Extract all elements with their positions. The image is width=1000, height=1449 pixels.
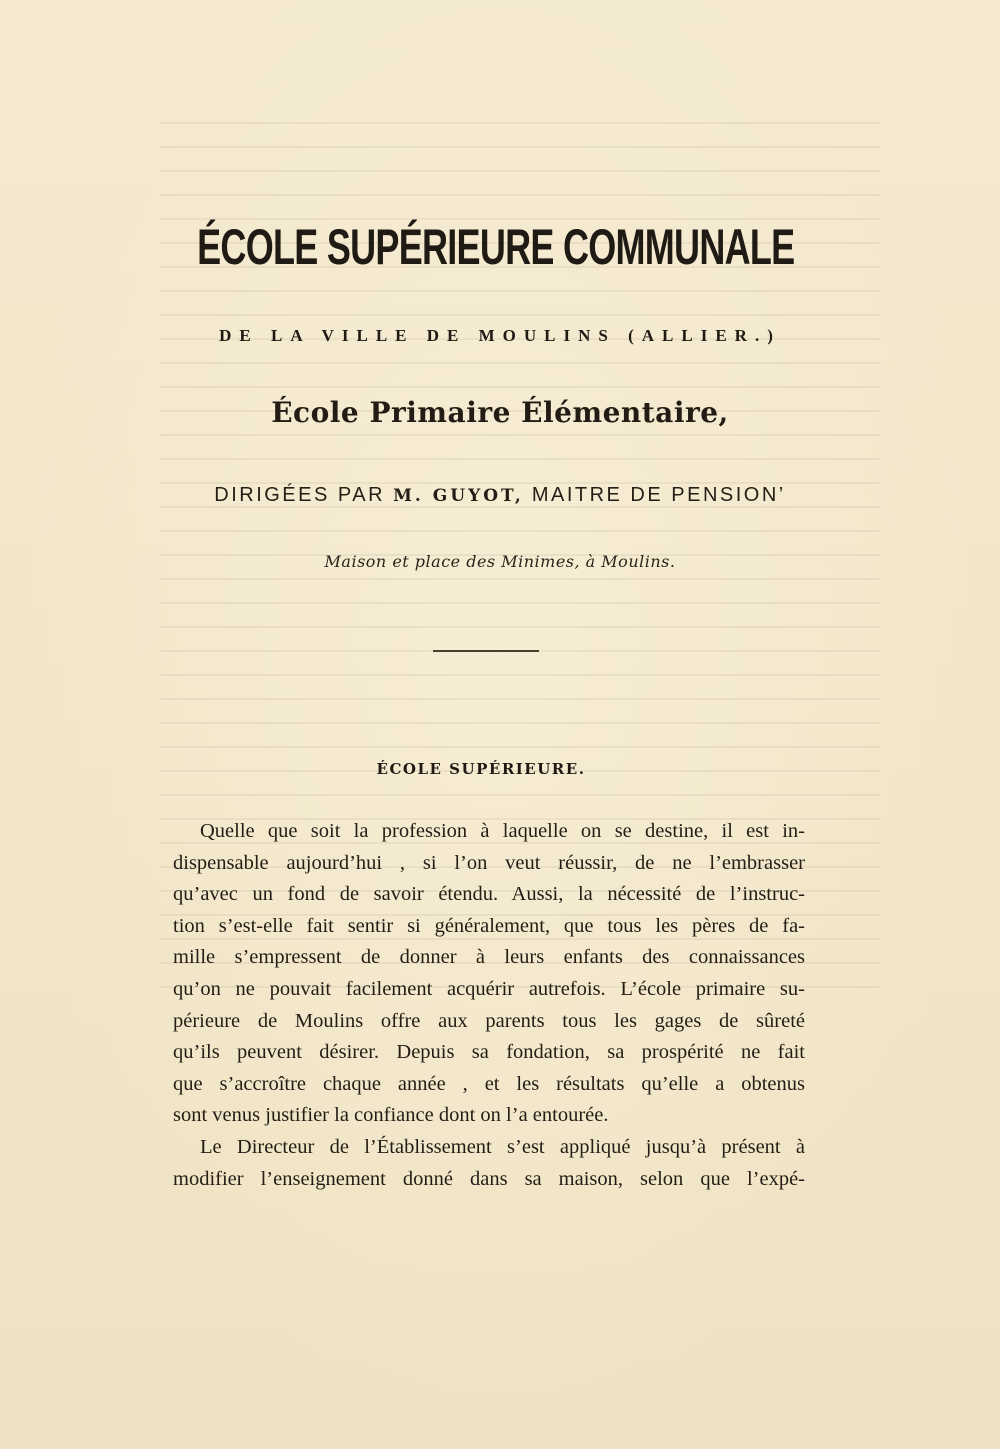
text-line: modifier l’enseignement donné dans sa maison, selon que l’expé-: [173, 1167, 805, 1190]
director-name: M. GUYOT,: [393, 486, 524, 506]
text-line: qu’avec un fond de savoir étendu. Aussi, la nécessité de l’instruc-: [173, 883, 805, 906]
page-subtitle: DE LA VILLE DE MOULINS (ALLIER.): [219, 326, 781, 345]
text-line: Le Directeur de l’Établissement s’est appliqué jusqu’à présent à: [200, 1135, 805, 1158]
text-line: mille s’empressent de donner à leurs enfants des connaissances: [173, 946, 805, 969]
text-line: qu’on ne pouvait facilement acquérir autrefois. L’école primaire su-: [173, 977, 805, 1000]
body-text: [173, 816, 805, 1195]
directed-suffix: MAITRE DE PENSION’: [531, 484, 786, 506]
text-line: qu’ils peuvent désirer. Depuis sa fondation, sa prospérité ne fait: [173, 1041, 805, 1064]
text-line: sont venus justifier la confiance dont on l’a entourée.: [173, 1104, 609, 1127]
text-line: tion s’est-elle fait sentir si généralement, que tous les pères de fa-: [173, 914, 805, 937]
directed-prefix: DIRIGÉES PAR: [214, 484, 386, 506]
text-line: périeure de Moulins offre aux parents tous les gages de sûreté: [173, 1009, 805, 1032]
section-heading: ÉCOLE SUPÉRIEURE.: [376, 760, 586, 778]
page-title: ÉCOLE SUPÉRIEURE COMMUNALE: [197, 219, 795, 275]
address-line: Maison et place des Minimes, à Moulins.: [324, 552, 676, 571]
text-line: Quelle que soit la profession à laquelle on se destine, il est in-: [200, 820, 805, 842]
divider-rule: [433, 650, 539, 652]
text-line: que s’accroître chaque année , et les résultats qu’elle a obtenus: [173, 1072, 805, 1095]
director-line: [0, 484, 1000, 507]
text-line: dispensable aujourd’hui , si l’on veut réussir, de ne l’embrasser: [173, 851, 805, 874]
school-type-heading: École Primaire Élémentaire,: [271, 396, 729, 429]
